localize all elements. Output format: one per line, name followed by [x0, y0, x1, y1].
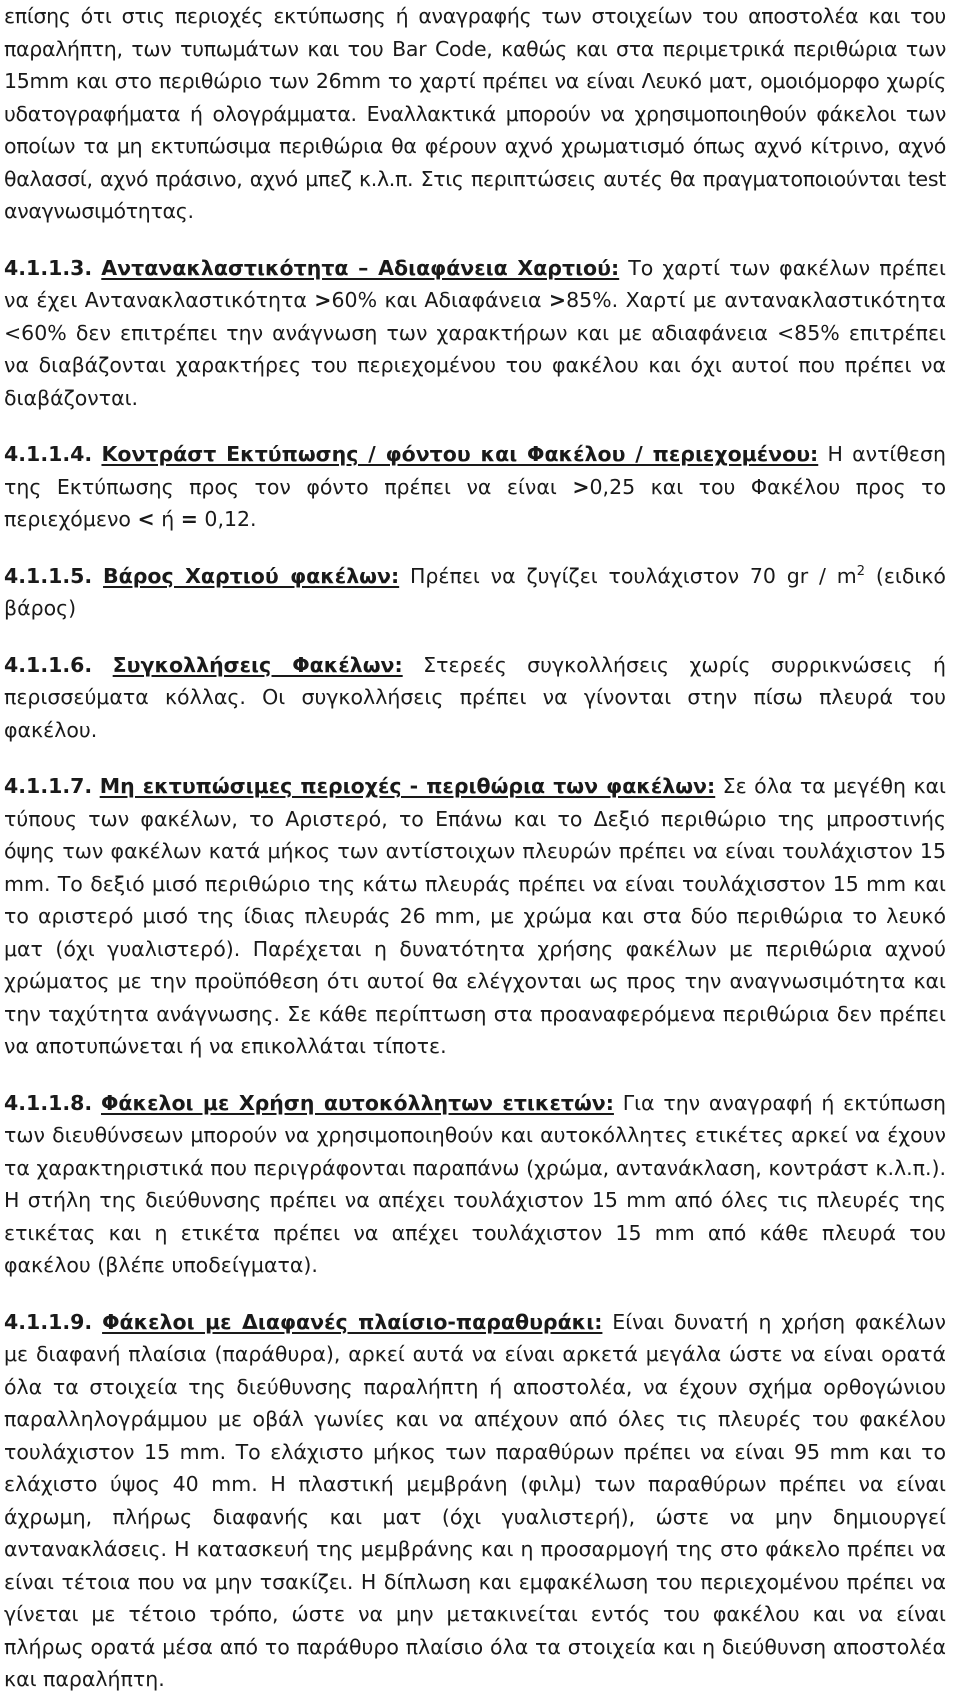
section-number: 4.1.1.6.: [4, 652, 93, 677]
section-title: Φάκελοι με Χρήση αυτοκόλλητων ετικετών:: [101, 1090, 614, 1115]
section-title: Μη εκτυπώσιμες περιοχές - περιθώρια των φακέλων:: [99, 774, 716, 798]
section-title: Φάκελοι με Διαφανές πλαίσιο-παραθυράκι:: [102, 1309, 603, 1334]
section-text: Η αντίθεση της Εκτύπωσης προς τον φόντο πρέπει να είναι: [4, 442, 946, 499]
symbol-eq: =: [180, 507, 198, 531]
section-text: Είναι δυνατή η χρήση φακέλων με διαφανή πλαίσια (παράθυρα), αρκεί αυτά να είναι αρκετά μεγάλα ώστε να είναι ορατά όλα τα στοιχεία της διεύθυνσης παραλήπτη ή αποστολέα, να έχουν σχήμα ορθογώνιου παραλληλογράμμου με οβάλ γωνίες και να απέχουν από όλες τις πλευρές του φακέλου τουλάχιστον 15 mm. Το ελάχιστο μήκος των παραθύρων πρέπει να είναι 95 mm και το ελάχιστο ύψος 40 mm. Η πλαστική μεμβράνη (φιλμ) των παραθύρων πρέπει να είναι άχρωμη, πλήρως διαφανής και ματ (όχι γυαλιστερή), ώστε να μην δημιουργεί αντανακλάσεις. Η κατασκευή της μεμβράνης και η προσαρμογή της στο φάκελο πρέπει να είναι τέτοια που να μην τσακίζει. Η δίπλωση και εμφακέλωση του περιεχομένου πρέπει να γίνεται με τέτοιο τρόπο, ώστε να μην μετακινείται εντός του φακέλου και να είναι πλήρως ορατά μέσα από το παράθυρο πλαίσιο όλα τα στοιχεία και η διεύθυνση αποστολέα και παραλήπτη.: [4, 1309, 946, 1691]
section-title: Συγκολλήσεις Φακέλων:: [112, 652, 403, 677]
symbol-lt: <: [137, 507, 155, 531]
section-text: Το χαρτί των φακέλων πρέπει να έχει Αντανακλαστικότητα: [4, 255, 946, 312]
section-4-1-1-5: [4, 560, 946, 625]
section-4-1-1-4: [4, 438, 946, 536]
section-4-1-1-6: [4, 649, 946, 747]
section-number: 4.1.1.7.: [4, 774, 93, 798]
section-4-1-1-7: [4, 770, 946, 1063]
symbol-gt: >: [548, 288, 567, 312]
symbol-gt: >: [314, 288, 332, 312]
section-number: 4.1.1.4.: [4, 442, 93, 466]
section-text: Πρέπει να ζυγίζει τουλάχιστον 70 gr / m: [399, 563, 857, 588]
section-4-1-1-3: [4, 252, 946, 415]
section-number: 4.1.1.3.: [4, 255, 93, 280]
intro-paragraph: επίσης ότι στις περιοχές εκτύπωσης ή αναγραφής των στοιχείων του αποστολέα και του παραλήπτη, των τυπωμάτων και του Bar Code, καθώς και στα περιμετρικά περιθώρια των 15mm και στο περιθώριο των 26mm το χαρτί πρέπει να είναι Λευκό ματ, ομοιόμορφο χωρίς υδατογραφήματα ή ολογράμματα. Εναλλακτικά μπορούν να χρησιμοποιηθούν φάκελοι των οποίων τα μη εκτυπώσιμα περιθώρια θα φέρουν αχνό χρωματισμό όπως αχνό κίτρινο, αχνό θαλασσί, αχνό πράσινο, αχνό μπεζ κ.λ.π. Στις περιπτώσεις αυτές θα πραγματοποιούνται test αναγνωσιμότητας.: [4, 4, 946, 223]
superscript: 2: [856, 563, 866, 579]
section-4-1-1-9: [4, 1306, 946, 1696]
section-text: 85%. Χαρτί με αντανακλαστικότητα <60% δεν επιτρέπει την ανάγνωση των χαρακτήρων και με αδιαφάνεια <85% επιτρέπει να διαβάζονται χαρακτήρες του περιεχομένου του φακέλου και όχι αυτοί που πρέπει να διαβάζονται.: [4, 288, 947, 410]
section-text: 0,12.: [197, 507, 257, 531]
section-text: (ειδικό βάρος): [4, 563, 946, 620]
section-number: 4.1.1.9.: [4, 1309, 93, 1334]
section-number: 4.1.1.5.: [4, 563, 93, 588]
section-title: Αντανακλαστικότητα – Αδιαφάνεια Χαρτιού:: [101, 255, 620, 280]
section-4-1-1-8: [4, 1087, 946, 1282]
section-text: Για την αναγραφή ή εκτύπωση των διευθύνσεων μπορούν να χρησιμοποιηθούν και αυτοκόλλητες ετικέτες αρκεί να έχουν τα χαρακτηριστικά που περιγράφονται παραπάνω (χρώμα, αντανάκλαση, κοντράστ κ.λ.π.). Η στήλη της διεύθυνσης πρέπει να απέχει τουλάχιστον 15 mm από όλες τις πλευρές της ετικέτας και η ετικέτα πρέπει να απέχει τουλάχιστον 15 mm από κάθε πλευρά του φακέλου (βλέπε υποδείγματα).: [4, 1090, 946, 1277]
symbol-gt: >: [572, 474, 590, 499]
section-title: Βάρος Χαρτιού φακέλων:: [103, 563, 400, 588]
section-text: 60% και Αδιαφάνεια: [331, 288, 549, 312]
section-text: Στερεές συγκολλήσεις χωρίς συρρικνώσεις ή περισσεύματα κόλλας. Οι συγκολλήσεις πρέπει να γίνονται στην πίσω πλευρά του φακέλου.: [4, 652, 946, 742]
section-number: 4.1.1.8.: [4, 1090, 93, 1115]
section-text: ή: [154, 507, 181, 531]
section-text: Σε όλα τα μεγέθη και τύπους των φακέλων, το Αριστερό, το Επάνω και το Δεξιό περιθώριο της μπροστινής όψης των φακέλων κατά μήκος των αντίστοιχων πλευρών πρέπει να είναι τουλάχιστον 15 mm. Το δεξιό μισό περιθώριο της κάτω πλευράς πρέπει να είναι τουλάχισστον 15 mm και το αριστερό μισό της ίδιας πλευράς 26 mm, με χρώμα και στα δύο περιθώρια το λευκό ματ (όχι γυαλιστερό). Παρέχεται η δυνατότητα χρήσης φακέλων με περιθώρια αχνού χρώματος με την προϋπόθεση ότι αυτοί θα ελέγχονται ως προς την αναγνωσιμότητα και την ταχύτητα ανάγνωσης. Σε κάθε περίπτωση στα προαναφερόμενα περιθώρια δεν πρέπει να αποτυπώνεται ή να επικολλάται τίποτε.: [4, 774, 946, 1058]
section-text: 0,25 και του Φακέλου προς το περιεχόμενο: [4, 474, 946, 531]
section-title: Κοντράστ Εκτύπωσης / φόντου και Φακέλου / περιεχομένου:: [101, 442, 819, 466]
